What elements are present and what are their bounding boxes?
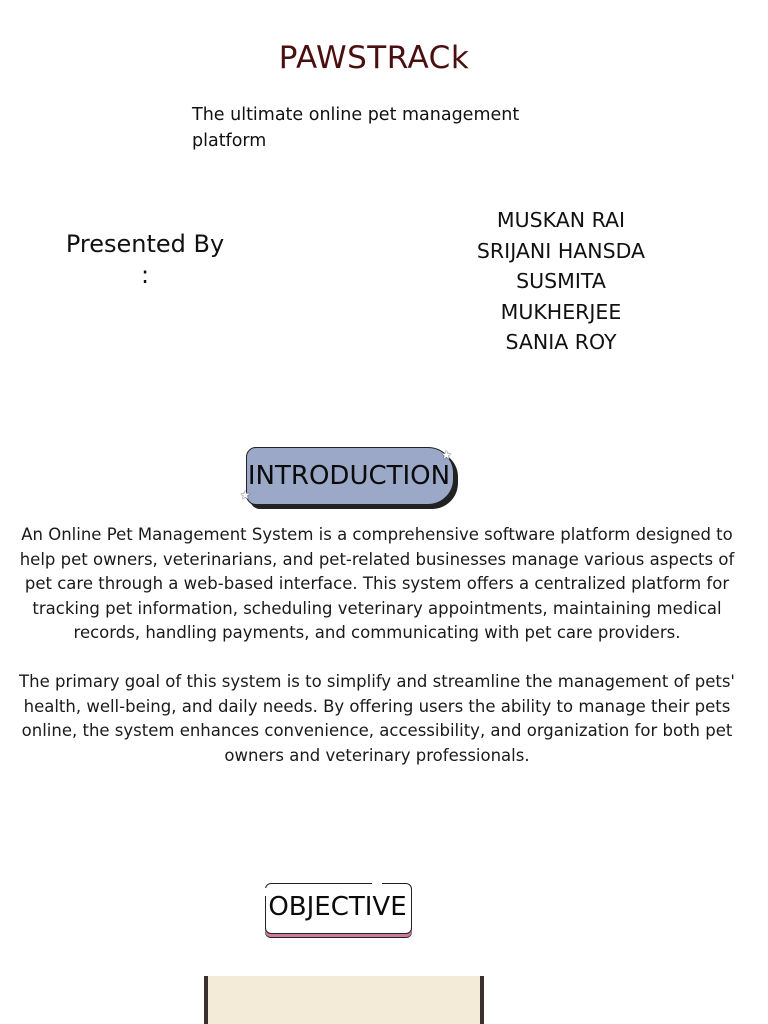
introduction-body bbox=[4, 523, 750, 768]
presented-by-label bbox=[30, 229, 260, 291]
presented-by-line2: : bbox=[140, 261, 150, 289]
app-title: PAWSTRACk bbox=[278, 40, 470, 76]
star-icon: ★ bbox=[441, 448, 452, 462]
presented-by-line1: Presented By bbox=[65, 230, 225, 258]
presenter-list bbox=[440, 205, 682, 358]
presenter-name: SRIJANI HANSDA bbox=[476, 238, 646, 263]
decorative-mark bbox=[288, 926, 296, 932]
presenter-name: SUSMITA bbox=[516, 269, 606, 294]
presenter-name: SANIA ROY bbox=[505, 330, 617, 355]
introduction-heading: INTRODUCTION bbox=[247, 461, 451, 491]
presenter-name: MUSKAN RAI bbox=[496, 208, 626, 232]
introduction-paragraph: The primary goal of this system is to simplify and streamline the management of pets' health, well-being, and daily needs. By offering users the ability to manage their pets online, the system enhances convenience, accessibility, and organization for both pet owners and veterinary professionals. bbox=[19, 671, 735, 765]
tagline: The ultimate online pet management platform bbox=[192, 105, 520, 151]
star-icon: ★ bbox=[240, 488, 251, 502]
objective-panel bbox=[204, 976, 484, 1024]
introduction-paragraph: An Online Pet Management System is a comprehensive software platform designed to help pet owners, veterinarians, and pet-related businesses manage various aspects of pet care through a web-based interface. This system offers a centralized platform for tracking pet information, scheduling veterinary appointments, maintaining medical records, handling payments, and communicating with pet care providers. bbox=[19, 525, 735, 643]
presenter-name: MUKHERJEE bbox=[500, 299, 622, 324]
objective-heading: OBJECTIVE bbox=[268, 892, 407, 922]
decorative-mark bbox=[372, 880, 382, 885]
